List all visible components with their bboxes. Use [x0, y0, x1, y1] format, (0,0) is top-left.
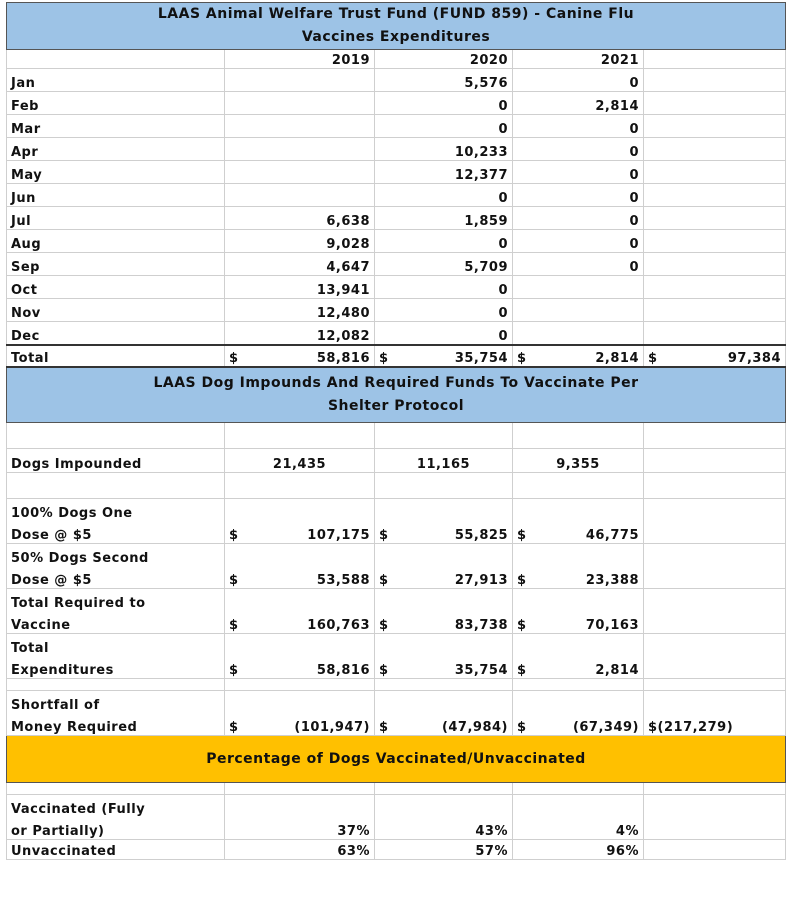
- month-value-total: [644, 299, 786, 322]
- total-expenditures-2021: $ 2,814: [513, 656, 644, 679]
- month-value-total: [644, 276, 786, 299]
- total-required-2021: $ 70,163: [513, 611, 644, 634]
- month-row: [7, 276, 786, 299]
- month-value-2020: 12,377: [375, 161, 513, 184]
- shortfall-2020: $ (47,984): [375, 713, 513, 736]
- unvaccinated-label: Unvaccinated: [7, 840, 225, 860]
- month-label: Dec: [7, 322, 225, 346]
- month-value-total: [644, 92, 786, 115]
- month-value-2020: 0: [375, 115, 513, 138]
- month-value-total: [644, 115, 786, 138]
- total-required-label-1: Total Required to: [7, 589, 225, 612]
- month-value-total: [644, 322, 786, 346]
- month-value-2021: [513, 299, 644, 322]
- month-value-2020: 5,576: [375, 69, 513, 92]
- month-label: Mar: [7, 115, 225, 138]
- month-value-2021: 0: [513, 230, 644, 253]
- total-expenditures-label-1: Total: [7, 634, 225, 657]
- month-value-2020: 0: [375, 230, 513, 253]
- shortfall-label-2: Money Required: [7, 713, 225, 736]
- month-row: [7, 322, 786, 346]
- month-value-total: [644, 253, 786, 276]
- shortfall-row: [7, 713, 786, 736]
- month-value-2020: 5,709: [375, 253, 513, 276]
- dogs-impounded-label: Dogs Impounded: [7, 449, 225, 473]
- month-value-2019: 4,647: [225, 253, 375, 276]
- month-label: Nov: [7, 299, 225, 322]
- shortfall-label-1: Shortfall of: [7, 691, 225, 714]
- month-value-2019: [225, 92, 375, 115]
- total-expenditures-2020: $ 35,754: [375, 656, 513, 679]
- one-dose-2020: $ 55,825: [375, 521, 513, 544]
- total-2019: $ 58,816: [225, 345, 375, 367]
- year-header-2019: 2019: [225, 50, 375, 69]
- month-value-2020: 1,859: [375, 207, 513, 230]
- vaccinated-label-2: or Partially): [7, 817, 225, 840]
- second-dose-row: [7, 566, 786, 589]
- one-dose-label-2: Dose @ $5: [7, 521, 225, 544]
- total-required-2020: $ 83,738: [375, 611, 513, 634]
- month-row: [7, 207, 786, 230]
- section1-title-line1: LAAS Animal Welfare Trust Fund (FUND 859) - Canine Flu: [157, 6, 635, 22]
- total-expenditures-row: [7, 656, 786, 679]
- month-value-2019: [225, 115, 375, 138]
- month-value-total: [644, 69, 786, 92]
- second-dose-label-2: Dose @ $5: [7, 566, 225, 589]
- vaccinated-row: [7, 817, 786, 840]
- dogs-impounded-row: [7, 449, 786, 473]
- one-dose-2019: $ 107,175: [225, 521, 375, 544]
- unvaccinated-row: [7, 840, 786, 860]
- month-label: Jun: [7, 184, 225, 207]
- section1-title-line2: Vaccines Expenditures: [301, 29, 491, 45]
- month-value-total: [644, 138, 786, 161]
- month-value-2019: 12,082: [225, 322, 375, 346]
- total-expenditures-label-2: Expenditures: [7, 656, 225, 679]
- spreadsheet: [6, 2, 785, 860]
- vaccinated-2021: 4%: [513, 817, 644, 840]
- month-value-2019: 6,638: [225, 207, 375, 230]
- dogs-impounded-2020: 11,165: [375, 449, 513, 473]
- total-required-label-2: Vaccine: [7, 611, 225, 634]
- year-header-2021: 2021: [513, 50, 644, 69]
- month-value-2020: 0: [375, 184, 513, 207]
- unvaccinated-2019: 63%: [225, 840, 375, 860]
- unvaccinated-2020: 57%: [375, 840, 513, 860]
- total-row: [7, 345, 786, 367]
- month-value-2019: 9,028: [225, 230, 375, 253]
- month-value-2019: [225, 138, 375, 161]
- total-grand: $ 97,384: [644, 345, 786, 367]
- section2-title-line1: LAAS Dog Impounds And Required Funds To Vaccinate Per: [153, 375, 639, 391]
- year-header-2020: 2020: [375, 50, 513, 69]
- one-dose-2021: $ 46,775: [513, 521, 644, 544]
- month-row: [7, 161, 786, 184]
- vaccinated-label-1: Vaccinated (Fully: [7, 795, 225, 818]
- month-value-2021: 0: [513, 138, 644, 161]
- month-row: [7, 69, 786, 92]
- month-value-total: [644, 184, 786, 207]
- month-value-2021: 0: [513, 161, 644, 184]
- total-2021: $ 2,814: [513, 345, 644, 367]
- second-dose-2020: $ 27,913: [375, 566, 513, 589]
- month-label: Feb: [7, 92, 225, 115]
- expenditures-table: [6, 2, 786, 860]
- month-row: [7, 230, 786, 253]
- month-label: Apr: [7, 138, 225, 161]
- month-rows: [7, 69, 786, 346]
- month-value-2021: 0: [513, 69, 644, 92]
- month-value-total: [644, 230, 786, 253]
- total-expenditures-2019: $ 58,816: [225, 656, 375, 679]
- month-value-2020: 0: [375, 92, 513, 115]
- year-header-blank: [7, 50, 225, 69]
- section3-title: Percentage of Dogs Vaccinated/Unvaccinated: [7, 736, 786, 783]
- month-value-2020: 0: [375, 322, 513, 346]
- shortfall-grand: $(217,279): [644, 713, 786, 736]
- total-required-row: [7, 611, 786, 634]
- month-value-2021: 2,814: [513, 92, 644, 115]
- one-dose-row: [7, 521, 786, 544]
- second-dose-2019: $ 53,588: [225, 566, 375, 589]
- vaccinated-2020: 43%: [375, 817, 513, 840]
- section2-title: [7, 367, 786, 423]
- month-label: Jan: [7, 69, 225, 92]
- year-header-total-blank: [644, 50, 786, 69]
- total-label: Total: [7, 345, 225, 367]
- month-row: [7, 92, 786, 115]
- vaccinated-2019: 37%: [225, 817, 375, 840]
- month-label: Oct: [7, 276, 225, 299]
- dogs-impounded-2021: 9,355: [513, 449, 644, 473]
- second-dose-label-1: 50% Dogs Second: [7, 544, 225, 567]
- month-value-2020: 10,233: [375, 138, 513, 161]
- month-value-2021: 0: [513, 207, 644, 230]
- section2-title-line2: Shelter Protocol: [327, 398, 465, 414]
- month-row: [7, 138, 786, 161]
- month-value-total: [644, 207, 786, 230]
- month-label: Jul: [7, 207, 225, 230]
- shortfall-2021: $ (67,349): [513, 713, 644, 736]
- one-dose-label-1: 100% Dogs One: [7, 499, 225, 522]
- month-value-2021: 0: [513, 253, 644, 276]
- total-2020: $ 35,754: [375, 345, 513, 367]
- month-value-2020: 0: [375, 276, 513, 299]
- month-value-2021: 0: [513, 184, 644, 207]
- month-label: Aug: [7, 230, 225, 253]
- month-row: [7, 115, 786, 138]
- month-value-2019: [225, 161, 375, 184]
- month-row: [7, 253, 786, 276]
- month-row: [7, 184, 786, 207]
- month-value-2019: [225, 69, 375, 92]
- month-value-2021: [513, 276, 644, 299]
- section1-title: [7, 3, 786, 50]
- month-label: May: [7, 161, 225, 184]
- month-value-2019: 12,480: [225, 299, 375, 322]
- month-value-total: [644, 161, 786, 184]
- second-dose-2021: $ 23,388: [513, 566, 644, 589]
- month-row: [7, 299, 786, 322]
- shortfall-2019: $ (101,947): [225, 713, 375, 736]
- month-value-2019: 13,941: [225, 276, 375, 299]
- dogs-impounded-2019: 21,435: [225, 449, 375, 473]
- month-value-2021: [513, 322, 644, 346]
- month-value-2019: [225, 184, 375, 207]
- month-label: Sep: [7, 253, 225, 276]
- month-value-2020: 0: [375, 299, 513, 322]
- month-value-2021: 0: [513, 115, 644, 138]
- unvaccinated-2021: 96%: [513, 840, 644, 860]
- total-required-2019: $ 160,763: [225, 611, 375, 634]
